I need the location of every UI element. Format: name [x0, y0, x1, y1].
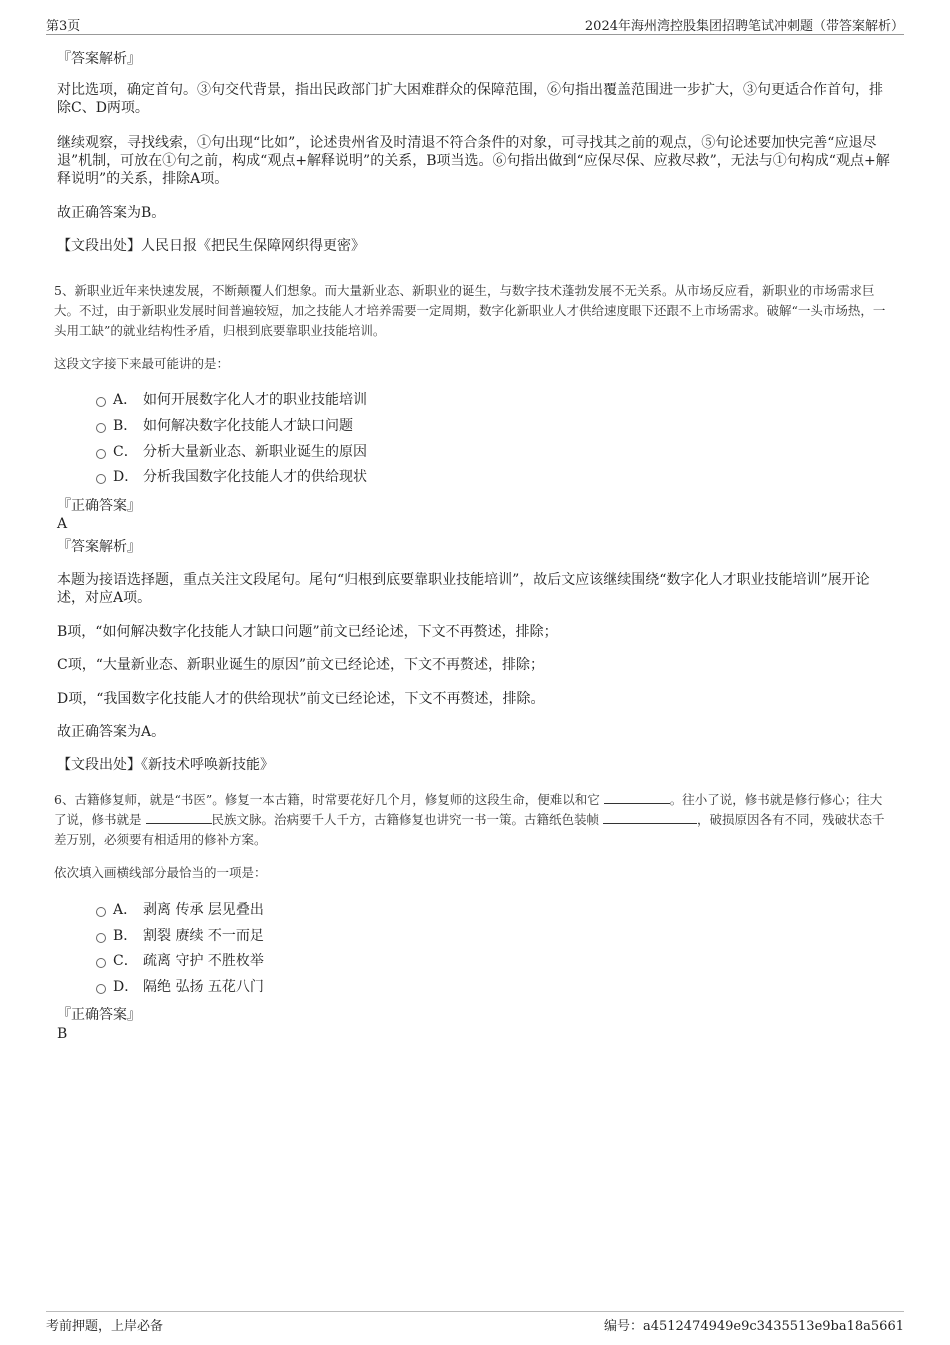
question-5-text: 5、新职业近年来快速发展，不断颠覆人们想象。而大量新业态、新职业的诞生，与数字技术蓬勃发展不无关系。从市场反应看，新职业的市场需求巨大。不过，由于新职业发展时间普遍较短，加之技能人才培养需要一定周期，数字化新职业人才供给速度眼下还跟不上市场需求。破解“一头市场热，一头用工缺”的就业结构性矛盾，归根到底要靠职业技能培训。: [54, 283, 886, 338]
correct-answer-heading: 『正确答案』: [57, 498, 141, 514]
question-5-prompt: 这段文字接下来最可能讲的是：: [54, 356, 230, 371]
footer-slogan: 考前押题，上岸必备: [46, 1319, 164, 1334]
analysis-paragraph: D项，“我国数字化技能人才的供给现状”前文已经论述，下文不再赘述，排除。: [57, 691, 545, 707]
correct-answer-heading: 『正确答案』: [57, 1007, 141, 1023]
radio-icon[interactable]: [96, 907, 106, 917]
page-number: 第3页: [46, 19, 81, 34]
page-footer: [46, 1311, 904, 1336]
correct-answer-value: A: [57, 516, 68, 532]
q6-option-c[interactable]: C． 疏离 守护 不胜枚举: [96, 952, 264, 970]
fill-blank-3: [603, 811, 697, 824]
page-header: [46, 14, 904, 35]
analysis-paragraph: C项，“大量新业态、新职业诞生的原因”前文已经论述，下文不再赘述，排除；: [57, 657, 545, 673]
analysis-conclusion: 故正确答案为A。: [57, 724, 166, 740]
radio-icon[interactable]: [96, 423, 106, 433]
radio-icon[interactable]: [96, 933, 106, 943]
q5-option-b[interactable]: B． 如何解决数字化技能人才缺口问题: [96, 417, 353, 435]
radio-icon[interactable]: [96, 449, 106, 459]
analysis-conclusion: 故正确答案为B。: [57, 205, 166, 221]
q6-option-a[interactable]: A． 剥离 传承 层见叠出: [96, 901, 264, 919]
fill-blank-2: [146, 811, 212, 824]
analysis-paragraph: 继续观察，寻找线索，①句出现“比如”，论述贵州省及时清退不符合条件的对象，可寻找其之前的观点，⑤句论述要加快完善“应退尽退”机制，可放在①句之前，构成“观点+解释说明”的关系，B项当选。⑥句指出做到“应保尽保、应救尽救”，无法与①句构成“观点+解释说明”的关系，排除A项。: [57, 135, 890, 187]
fill-blank-1: [604, 791, 670, 804]
radio-icon[interactable]: [96, 474, 106, 484]
source-citation: 【文段出处】人民日报《把民生保障网织得更密》: [57, 238, 365, 254]
q5-option-d[interactable]: D． 分析我国数字化技能人才的供给现状: [96, 468, 367, 486]
analysis-paragraph: B项，“如何解决数字化技能人才缺口问题”前文已经论述，下文不再赘述，排除；: [57, 624, 558, 640]
document-code: 编号：a4512474949e9c3435513e9ba18a5661: [603, 1319, 904, 1334]
question-6-prompt: 依次填入画横线部分最恰当的一项是：: [54, 865, 267, 880]
source-citation: 【文段出处】《新技术呼唤新技能》: [57, 757, 274, 773]
analysis-paragraph: 本题为接语选择题，重点关注文段尾句。尾句“归根到底要靠职业技能培训”，故后文应该继续围绕“数字化人才职业技能培训”展开论述，对应A项。: [57, 572, 870, 606]
q6-option-b[interactable]: B． 割裂 赓续 不一而足: [96, 927, 264, 945]
radio-icon[interactable]: [96, 397, 106, 407]
analysis-heading: 『答案解析』: [57, 51, 141, 67]
analysis-heading: 『答案解析』: [57, 539, 141, 555]
radio-icon[interactable]: [96, 958, 106, 968]
q5-option-a[interactable]: A． 如何开展数字化人才的职业技能培训: [96, 391, 367, 409]
document-title: 2024年海州湾控股集团招聘笔试冲刺题（带答案解析）: [584, 19, 904, 34]
analysis-paragraph: 对比选项，确定首句。③句交代背景，指出民政部门扩大困难群众的保障范围，⑥句指出覆盖范围进一步扩大，③句更适合作首句，排除C、D两项。: [57, 82, 883, 116]
q6-option-d[interactable]: D． 隔绝 弘扬 五花八门: [96, 978, 264, 996]
question-6-text: 6、古籍修复师，就是“书医”。修复一本古籍，时常要花好几个月，修复师的这段生命，便难以和它 。往小了说，修书就是修行修心；往大了说，修书就是 民族文脉。治病要千人千方，古籍修复也讲究一书一策。古籍纸色装帧 ，破损原因各有不同，残破状态千差万别，必须要有相适用的修补方案。: [54, 792, 885, 847]
correct-answer-value: B: [57, 1026, 68, 1042]
radio-icon[interactable]: [96, 984, 106, 994]
q5-option-c[interactable]: C． 分析大量新业态、新职业诞生的原因: [96, 443, 367, 461]
